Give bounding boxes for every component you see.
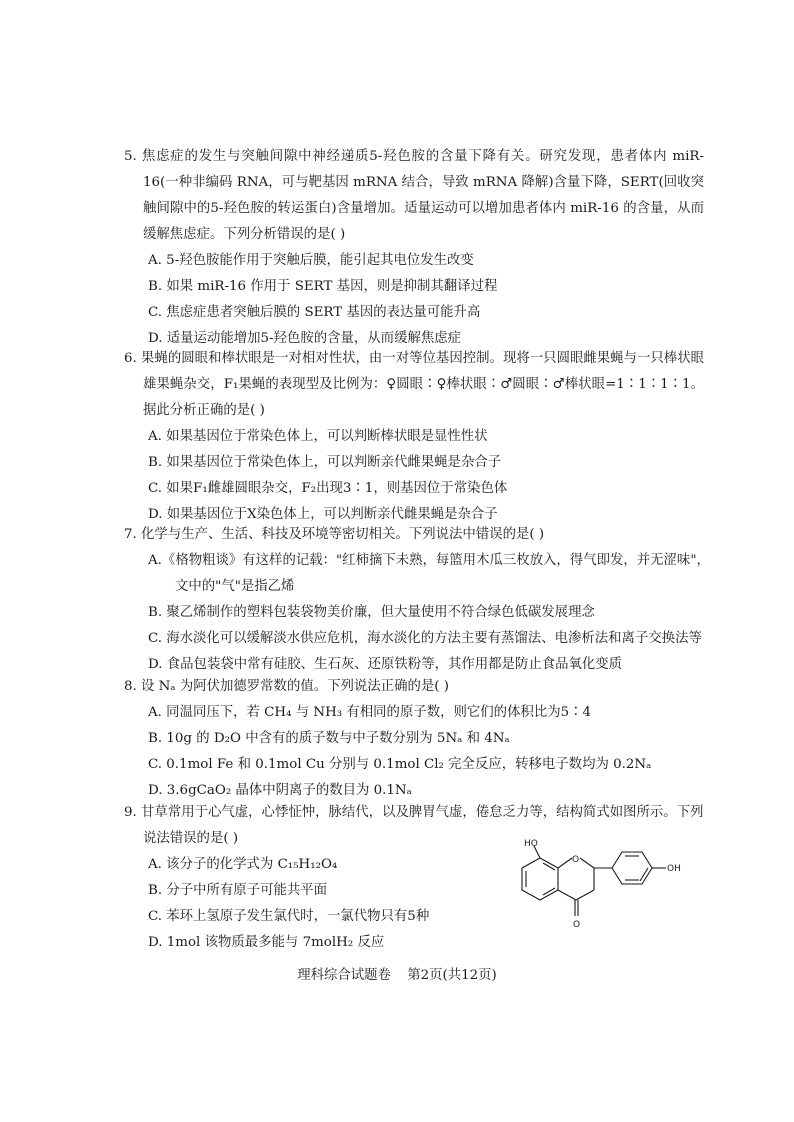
question-9-option-b: B. 分子中所有原子可能共平面	[148, 883, 328, 898]
question-6-option-a: A. 如果基因位于常染色体上，可以判断棒状眼是显性性状	[148, 429, 488, 444]
label-ho: HO	[524, 839, 538, 849]
label-ring-o: O	[572, 855, 580, 865]
question-8-option-c: C. 0.1mol Fe 和 0.1mol Cu 分别与 0.1mol Cl₂ 完全反应，转移电子数均为 0.2Nₐ	[148, 757, 652, 772]
question-6-option-c: C. 如果F₁雌雄圆眼杂交，F₂出现3∶1，则基因位于常染色体	[148, 481, 508, 496]
structural-formula-diagram	[500, 838, 700, 950]
question-5-option-a: A. 5-羟色胺能作用于突触后膜，能引起其电位发生改变	[148, 253, 474, 268]
question-7-stem: 7. 化学与生产、生活、科技及环境等密切相关。下列说法中错误的是( )	[124, 527, 545, 542]
question-7	[124, 522, 710, 678]
question-8-option-a: A. 同温同压下，若 CH₄ 与 NH₃ 有相同的原子数，则它们的体积比为5∶4	[148, 705, 592, 720]
question-5-option-b: B. 如果 miR-16 作用于 SERT 基因，则是抑制其翻译过程	[148, 279, 498, 294]
question-6	[124, 346, 704, 528]
question-5-option-d: D. 适量运动能增加5-羟色胺的含量，从而缓解焦虑症	[148, 331, 462, 346]
question-8-option-b: B. 10g 的 D₂O 中含有的质子数与中子数分别为 5Nₐ 和 4Nₐ	[148, 731, 510, 746]
footer-page-number: 第2页(共12页)	[407, 968, 497, 983]
question-7-option-c: C. 海水淡化可以缓解淡水供应危机，海水淡化的方法主要有蒸馏法、电渗析法和离子交换法等	[148, 631, 702, 646]
question-7-option-a	[143, 548, 723, 600]
question-5-option-c: C. 焦虑症患者突触后膜的 SERT 基因的表达量可能升高	[148, 305, 481, 320]
benzene-ring-left	[522, 858, 558, 900]
footer-title: 理科综合试题卷	[297, 968, 391, 983]
question-7-option-d: D. 食品包装袋中常有硅胶、生石灰、还原铁粉等，其作用都是防止食品氧化变质	[148, 657, 623, 672]
question-9-stem-line1: 9. 甘草常用于心气虚，心悸怔忡，脉结代，以及脾胃气虚，倦怠乏力等，结构简式如图所示。下列	[124, 805, 704, 820]
question-7-option-a-line1: A.《格物粗谈》有这样的记载："红柿摘下未熟，每篮用木瓜三枚放入，得气即发，并无涩味"，	[148, 553, 710, 568]
question-8-stem: 8. 设 Nₐ 为阿伏加德罗常数的值。下列说法正确的是( )	[124, 679, 449, 694]
question-6-option-b: B. 如果基因位于常染色体上，可以判断亲代雌果蝇是杂合子	[148, 455, 502, 470]
question-8	[124, 674, 704, 804]
page-footer	[0, 964, 794, 983]
question-5	[124, 144, 704, 352]
question-9-option-a: A. 该分子的化学式为 C₁₅H₁₂O₄	[148, 857, 338, 872]
question-5-stem: 5. 焦虑症的发生与突触间隙中神经递质5-羟色胺的含量下降有关。研究发现，患者体内 miR-16(一种非编码 RNA，可与靶基因 mRNA 结合，导致 mRNA 降解)含量下降，SERT(回收突触间隙中的5-羟色胺的转运蛋白)含量增加。适量运动可以增加患者体内 miR-16 的含量，从而缓解焦虑症。下列分析错误的是( )	[124, 149, 704, 242]
question-8-option-d: D. 3.6gCaO₂ 晶体中阴离子的数目为 0.1Nₐ	[148, 783, 412, 798]
question-9-option-c: C. 苯环上氢原子发生氯代时，一氯代物只有5种	[148, 909, 430, 924]
question-7-option-b: B. 聚乙烯制作的塑料包装袋物美价廉，但大量使用不符合绿色低碳发展理念	[148, 605, 595, 620]
label-keto-o: O	[573, 920, 581, 930]
benzene-ring-right	[612, 852, 652, 884]
question-6-option-d: D. 如果基因位于X染色体上，可以判断亲代雌果蝇是杂合子	[148, 507, 498, 522]
question-6-stem: 6. 果蝇的圆眼和棒状眼是一对相对性状，由一对等位基因控制。现将一只圆眼雌果蝇与一只棒状眼雄果蝇杂交，F₁果蝇的表现型及比例为：♀圆眼∶♀棒状眼∶♂圆眼∶♂棒状眼=1∶1∶1∶1。据此分析正确的是( )	[124, 351, 704, 418]
label-oh: OH	[667, 864, 681, 874]
question-9-stem-line2: 说法错误的是( )	[143, 831, 239, 846]
question-7-option-a-line2: 文中的"气"是指乙烯	[175, 579, 295, 594]
question-9-option-d: D. 1mol 该物质最多能与 7molH₂ 反应	[148, 935, 385, 950]
